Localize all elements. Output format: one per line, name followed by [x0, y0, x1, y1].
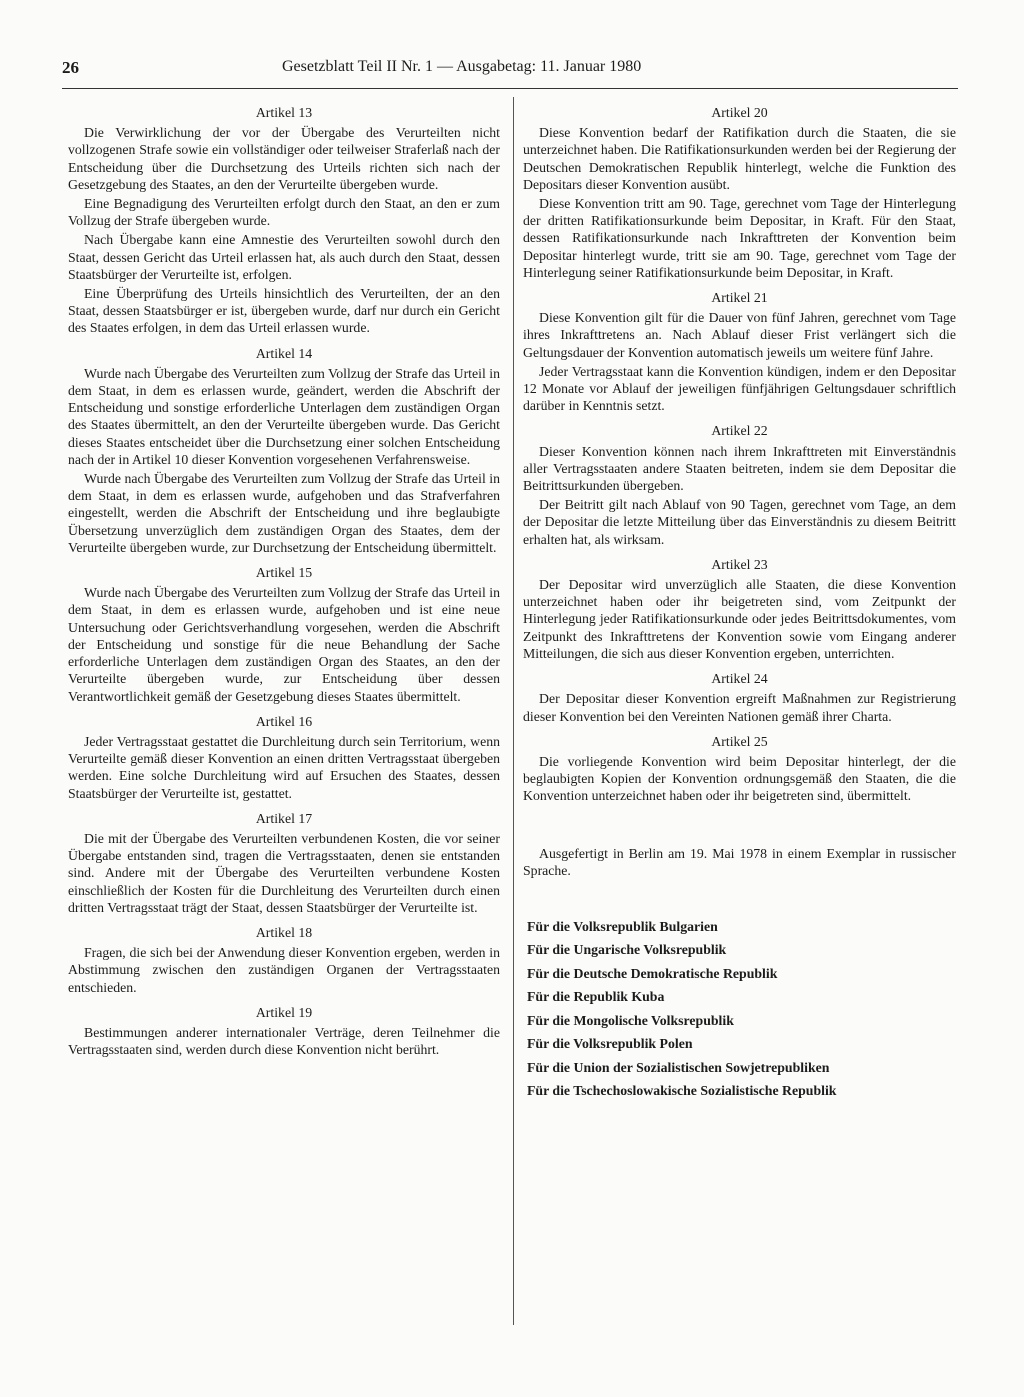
article-paragraph: Diese Konvention bedarf der Ratifikation durch die Staaten, die sie unterzeichnet haben. Die Ratifikationsurkunden werden bei der Regierung der Deutschen Demokratischen Republik hinterlegt, welche die Funktion des Depositars dieser Konvention ausübt. — [523, 125, 956, 192]
article-heading: Artikel 16 — [255, 713, 313, 729]
page-header-title: Gesetzblatt Teil II Nr. 1 — Ausgabetag: 11. Januar 1980 — [282, 58, 642, 75]
article-heading: Artikel 21 — [711, 290, 768, 306]
article-paragraph: Dieser Konvention können nach ihrem Inkrafttreten mit Einverständnis aller Vertragsstaaten andere Staaten beitreten, indem sie dem Depositar die Beitrittsurkunden übergeben. — [523, 443, 956, 494]
signature-line: Für die Volksrepublik Bulgarien — [527, 918, 718, 934]
article-paragraph: Wurde nach Übergabe des Verurteilten zum Vollzug der Strafe das Urteil in dem Staat, in dem es erlassen wurde, geändert, werden die Abschrift der Entscheidung und sonstige erforderliche Unterlagen dem zuständigen Organ des Staates übermittelt, an den der Verurteilte übergeben wurde. Das Gericht dieses Staates entscheidet über die Durchsetzung einer solchen Entscheidung nach der in Artikel 10 dieser Konvention vorgesehenen Verfahrensweise. — [68, 365, 500, 467]
signature-line: Für die Mongolische Volksrepublik — [527, 1012, 734, 1028]
article-paragraph: Diese Konvention tritt am 90. Tage, gerechnet vom Tage der Hinterlegung der dritten Ratifikationsurkunde beim Depositar, in Kraft. Für den Staat, dessen Ratifikationsurkunde nach Inkrafttreten der Konvention beim Depositar hinterlegt wurde, tritt sie am 90. Tage, gerechnet vom Tage der Hinterlegung seiner Ratifikationsurkunde beim Depositar, in Kraft. — [523, 196, 956, 280]
article-paragraph: Jeder Vertragsstaat gestattet die Durchleitung durch sein Territorium, wenn Verurteilte gemäß dieser Konvention an einen dritten Vertragsstaat übergeben werden. Eine solche Durchleitung wird auf Ersuchen des Staates, dessen Staatsbürger der Verurteilte ist, gestattet. — [68, 733, 500, 801]
signature-line: Für die Union der Sozialistischen Sowjetrepubliken — [527, 1059, 830, 1075]
article-heading: Artikel 17 — [255, 810, 313, 826]
signature-list — [523, 915, 956, 1103]
article-paragraph: Eine Begnadigung des Verurteilten erfolgt durch den Staat, an den er zum Vollzug der Strafe übergeben wurde. — [68, 196, 500, 229]
article-paragraph: Die mit der Übergabe des Verurteilten verbundenen Kosten, die vor seiner Übergabe entstanden sind, tragen die Vertragsstaaten, denen sie entstanden sind. Andere mit der Übergabe des Verurteilten verbundene Kosten einschließlich der Kosten für die Durchleitung des Verurteilten durch einen dritten Vertragsstaat trägt der Staat, dessen Staatsbürger der Verurteilte ist. — [68, 830, 500, 915]
article-paragraph: Fragen, die sich bei der Anwendung dieser Konvention ergeben, werden in Abstimmung zwischen den zuständigen Organen der Vertragsstaaten entschieden. — [68, 945, 500, 995]
article-heading: Artikel 23 — [711, 556, 768, 572]
article-paragraph: Diese Konvention gilt für die Dauer von fünf Jahren, gerechnet vom Tage ihres Inkrafttretens an. Nach Ablauf dieser Frist verlängert sich die Geltungsdauer der Konvention automatisch jeweils um weitere fünf Jahre. — [523, 310, 956, 360]
article-heading: Artikel 19 — [255, 1004, 313, 1020]
left-column — [68, 96, 500, 1060]
article-paragraph: Nach Übergabe kann eine Amnestie des Verurteilten sowohl durch den Staat, dessen Gericht das Urteil erlassen hat, als auch durch den Staat, dessen Staatsbürger der Verurteilte ist, erfolgen. — [68, 232, 500, 282]
page-number: 26 — [62, 58, 79, 77]
closing-statement: Ausgefertigt in Berlin am 19. Mai 1978 in einem Exemplar in russischer Sprache. — [523, 845, 956, 878]
article-paragraph: Wurde nach Übergabe des Verurteilten zum Vollzug der Strafe das Urteil in dem Staat, in dem es erlassen wurde, aufgehoben und das Strafverfahren eingestellt, werden die Abschrift der Entscheidung und ihre beglaubigte Übersetzung unverzüglich dem zuständigen Organ des Staates, dem der Verurteilte übergeben wurde, zur Durchsetzung der Entscheidung übermittelt. — [68, 471, 500, 555]
header-rule — [62, 88, 958, 89]
article-heading: Artikel 22 — [711, 423, 768, 439]
signature-line: Für die Volksrepublik Polen — [527, 1036, 693, 1052]
right-column — [523, 96, 956, 1103]
article-heading: Artikel 20 — [711, 105, 768, 120]
article-paragraph: Der Beitritt gilt nach Ablauf von 90 Tagen, gerechnet vom Tage, an dem der Depositar die letzte Mitteilung über das Einverständnis zu diesem Beitritt erhalten hat, als wirksam. — [523, 497, 956, 547]
article-heading: Artikel 15 — [255, 565, 313, 581]
signature-line: Für die Deutsche Demokratische Republik — [527, 965, 778, 981]
article-heading: Artikel 14 — [255, 345, 313, 361]
article-paragraph: Die Verwirklichung der vor der Übergabe des Verurteilten nicht vollzogenen Strafe sowie ein vollständiger oder teilweiser Straferlaß nach der Entscheidung über die Durchsetzung des Urteils richten sich nach der Gesetzgebung des Staates, an den der Verurteilte übergeben wurde. — [68, 125, 500, 192]
article-paragraph: Wurde nach Übergabe des Verurteilten zum Vollzug der Strafe das Urteil in dem Staat, in dem es erlassen wurde, aufgehoben und ist eine neue Untersuchung oder Gerichtsverhandlung vorgesehen, werden die Abschrift der Entscheidung und sonstige für die neue Behandlung der Sache erforderliche Unterlagen dem zuständigen Organ des Staates, an den der Verurteilte übergeben wurde, zur Entscheidung über dessen Verantwortlichkeit gemäß der Gesetzgebung dieses Staates übermittelt. — [68, 585, 500, 704]
article-paragraph: Der Depositar dieser Konvention ergreift Maßnahmen zur Registrierung dieser Konvention bei den Vereinten Nationen gemäß ihrer Charta. — [523, 691, 956, 724]
article-paragraph: Bestimmungen anderer internationaler Verträge, deren Teilnehmer die Vertragsstaaten sind, werden durch diese Konvention nicht berührt. — [68, 1024, 500, 1058]
article-paragraph: Die vorliegende Konvention wird beim Depositar hinterlegt, der die beglaubigten Kopien der Konvention ordnungsgemäß den Staaten, die die Konvention unterzeichnet haben oder ihr beigetreten sind, übermittelt. — [523, 753, 956, 804]
column-divider — [513, 97, 514, 1325]
article-heading: Artikel 18 — [255, 924, 313, 940]
article-paragraph: Jeder Vertragsstaat kann die Konvention kündigen, indem er den Depositar 12 Monate vor Ablauf der jeweiligen fünfjährigen Geltungsdauer schriftlich darüber in Kenntnis setzt. — [523, 363, 956, 414]
article-paragraph: Der Depositar wird unverzüglich alle Staaten, die diese Konvention unterzeichnet haben oder ihr beigetreten sind, vom Zeitpunkt der Hinterlegung jeder Ratifikationsurkunde oder jedes Beitrittsdokumentes, vom Zeitpunkt des Inkrafttretens der Konvention sowie vom Eingang anderer Mitteilungen, die sich aus dieser Konvention ergeben, unterrichten. — [523, 577, 956, 661]
signature-line: Für die Republik Kuba — [527, 989, 665, 1005]
article-heading: Artikel 24 — [711, 671, 768, 687]
article-paragraph: Eine Überprüfung des Urteils hinsichtlich des Verurteilten, der an den Staat, dessen Staatsbürger er ist, übergeben wurde, darf nur durch ein Gericht des Staates erfolgen, in dem das Urteil erlassen wurde. — [68, 286, 500, 336]
signature-line: Für die Ungarische Volksrepublik — [527, 942, 727, 958]
signature-line: Für die Tschechoslowakische Sozialistische Republik — [527, 1083, 837, 1099]
article-heading: Artikel 13 — [255, 105, 313, 120]
article-heading: Artikel 25 — [711, 733, 768, 749]
